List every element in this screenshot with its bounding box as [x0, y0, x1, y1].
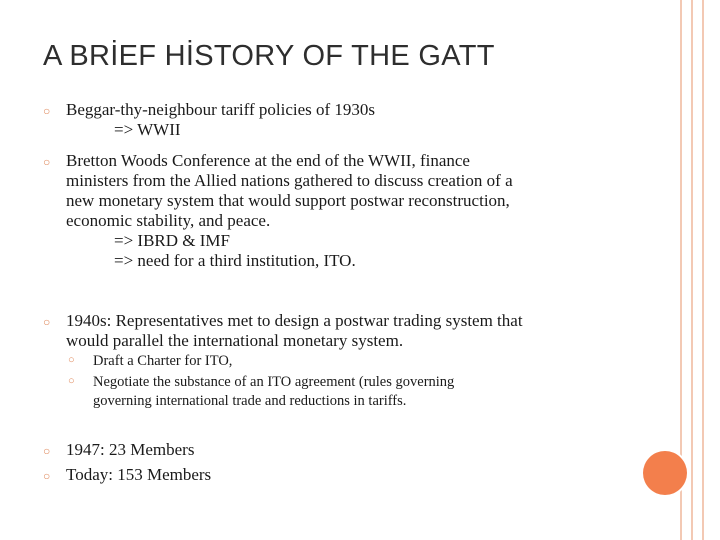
bullet-text: 1940s: Representatives met to design a postwar trading system that would parallel the international monetary system. [66, 311, 523, 350]
sub-bullet-text: Draft a Charter for ITO, [93, 353, 233, 369]
bullet-text: 1947: 23 Members [66, 440, 195, 459]
decorative-circle [643, 451, 687, 495]
band-line [691, 0, 693, 540]
open-circle-icon: ○ [43, 444, 51, 458]
open-circle-icon: ○ [68, 354, 75, 366]
band-line [702, 0, 704, 540]
open-circle-icon: ○ [68, 375, 75, 387]
bullet-text: Beggar-thy-neighbour tariff policies of 1930s => WWII [66, 100, 376, 139]
open-circle-icon: ○ [43, 155, 51, 169]
sub-bullet-text: Negotiate the substance of an ITO agreement (rules governing governing international trade and reductions in tariffs. [93, 374, 455, 409]
open-circle-icon: ○ [43, 469, 51, 483]
bullet-text: Bretton Woods Conference at the end of the WWII, finance ministers from the Allied nations gathered to discuss creation of a new monetary system that would support postwar reconstruction, economic stability, and peace. => IBRD & IMF => need for a third institution, ITO. [66, 151, 513, 270]
slide-title: A BRİEF HİSTORY OF THE GATT [43, 40, 495, 72]
open-circle-icon: ○ [43, 104, 51, 118]
open-circle-icon: ○ [43, 315, 51, 329]
bullet-text: Today: 153 Members [66, 465, 212, 484]
